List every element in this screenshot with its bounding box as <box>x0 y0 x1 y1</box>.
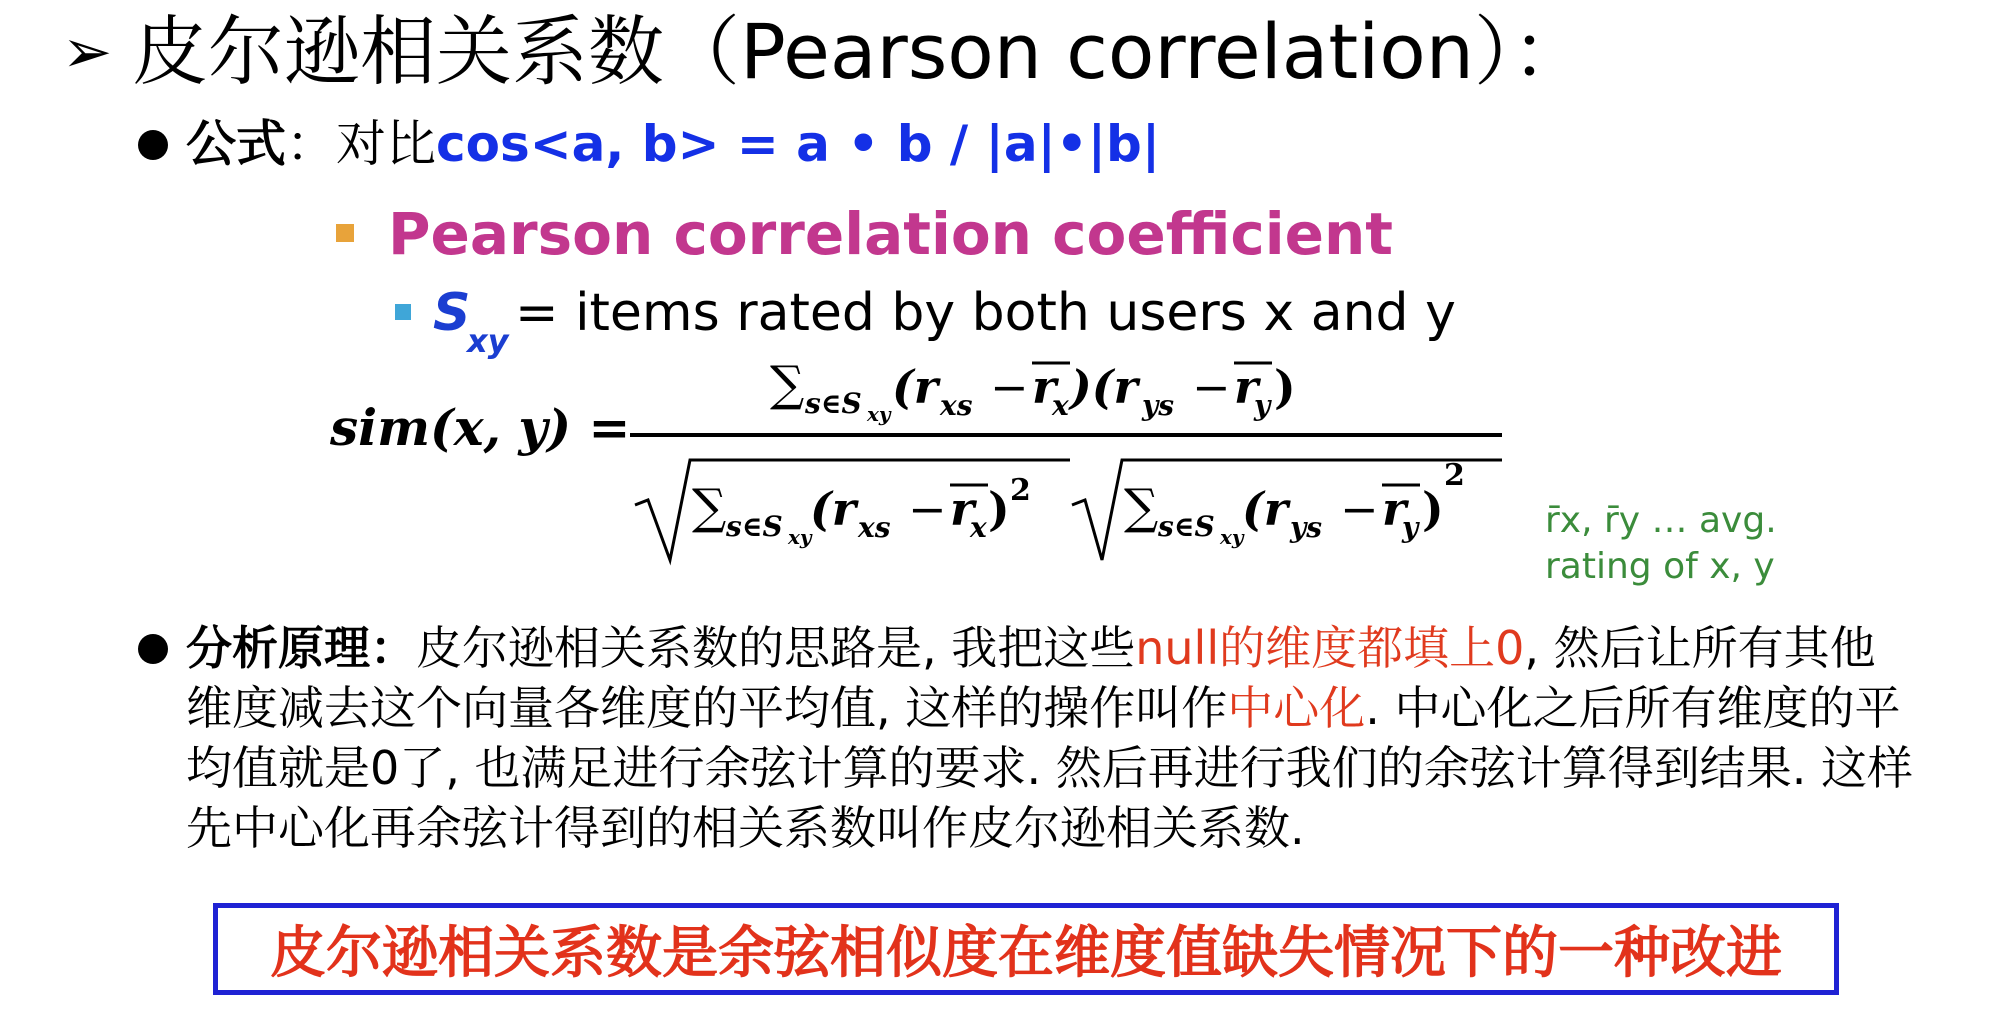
denominator-minus-2: − <box>1340 482 1379 536</box>
denominator-minus-1: − <box>908 482 947 536</box>
analysis-line-1 <box>186 618 1996 678</box>
sxy-definition-text: = items rated by both users x and y <box>515 283 1456 343</box>
formula-line <box>186 108 1160 180</box>
analysis-line-4: 先中心化再余弦计得到的相关系数叫作皮尔逊相关系数. <box>186 801 1305 855</box>
pearson-heading-text: Pearson correlation coefficient <box>388 200 1394 268</box>
denominator-index-1: s∈S <box>726 510 783 543</box>
analysis-highlight-centering: 中心化 <box>1227 681 1366 735</box>
numerator-sub-xs: xs <box>940 389 973 422</box>
denominator-index-sub-2: xy <box>1220 525 1244 549</box>
analysis-paragraph <box>186 618 1996 858</box>
title-text: 皮尔逊相关系数（Pearson correlation）： <box>132 7 1588 96</box>
square-bullet-icon <box>395 304 411 320</box>
analysis-highlight-null: null的维度都填上0 <box>1135 621 1525 675</box>
analysis-line-2 <box>186 678 1996 738</box>
analysis-text-1a: 皮尔逊相关系数的思路是, 我把这些 <box>416 621 1136 675</box>
denominator-sub-y: y <box>1402 511 1419 544</box>
sim-lhs: sim(x, y) = <box>330 398 631 457</box>
denominator-close-2: ) <box>1422 482 1444 536</box>
numerator-rx: r <box>1032 360 1057 414</box>
analysis-text-1b: , 然后让所有其他 <box>1524 621 1876 675</box>
conclusion-box <box>213 903 1839 995</box>
numerator-sub-ys: ys <box>1142 389 1175 422</box>
denominator-term-2: (r <box>1242 482 1288 536</box>
pearson-formula <box>330 355 1510 585</box>
page-title <box>62 2 1588 102</box>
formula-label: 公式 <box>186 115 286 173</box>
analysis-bullet <box>138 618 1998 868</box>
numerator-sum-index: s∈S <box>805 387 862 420</box>
conclusion-text: 皮尔逊相关系数是余弦相似度在维度值缺失情况下的一种改进 <box>270 921 1782 986</box>
denominator-ry: r <box>1382 482 1407 536</box>
square-bullet-icon <box>336 224 354 242</box>
formula-colon: ： <box>286 115 336 173</box>
denominator-rx: r <box>950 482 975 536</box>
denominator-sum-1: ∑ <box>692 479 727 535</box>
sxy-symbol: S <box>433 283 471 343</box>
numerator-end: ) <box>1274 360 1296 414</box>
note-line-2: rating of x, y <box>1545 546 1775 587</box>
denominator-sub-x: x <box>970 511 987 544</box>
numerator-sub-x: x <box>1052 389 1069 422</box>
analysis-text-2a: 维度减去这个向量各维度的平均值, 这样的操作叫作 <box>186 681 1228 735</box>
denominator-index-2: s∈S <box>1158 510 1215 543</box>
formula-compare: 对比 <box>336 115 436 173</box>
analysis-label: 分析原理： <box>186 621 416 675</box>
denominator-square-2: 2 <box>1444 458 1465 493</box>
analysis-line-3: 均值就是0了, 也满足进行余弦计算的要求. 然后再进行我们的余弦计算得到结果. 这样 <box>186 741 1913 795</box>
numerator-minus: − <box>990 360 1029 414</box>
bullet-dot-icon <box>138 634 168 664</box>
denominator-index-sub-1: xy <box>788 525 812 549</box>
denominator-close-1: ) <box>988 482 1010 536</box>
numerator-sub-y: y <box>1254 389 1271 422</box>
numerator-term: (r <box>892 360 938 414</box>
denominator-sum-2: ∑ <box>1124 479 1159 535</box>
denominator-sub-xs: xs <box>858 511 891 544</box>
numerator-ry: r <box>1234 360 1259 414</box>
denominator-square-1: 2 <box>1010 473 1031 508</box>
denominator-sub-ys: ys <box>1290 511 1323 544</box>
sxy-subscript: xy <box>467 322 509 360</box>
numerator-close: )(r <box>1070 360 1138 414</box>
average-rating-note <box>1545 498 1777 590</box>
arrow-bullet-icon: ➢ <box>62 17 113 87</box>
cosine-expression: cos<a, b> = a • b / |a|•|b| <box>436 115 1161 173</box>
note-line-1: r̄x, r̄y … avg. <box>1545 500 1777 541</box>
numerator-minus-2: − <box>1192 360 1231 414</box>
bullet-dot-icon <box>138 130 168 160</box>
denominator-term-1: (r <box>810 482 856 536</box>
analysis-text-2b: . 中心化之后所有维度的平 <box>1365 681 1901 735</box>
numerator-sum: ∑ <box>770 356 805 412</box>
numerator-sum-index-sub: xy <box>867 402 891 426</box>
